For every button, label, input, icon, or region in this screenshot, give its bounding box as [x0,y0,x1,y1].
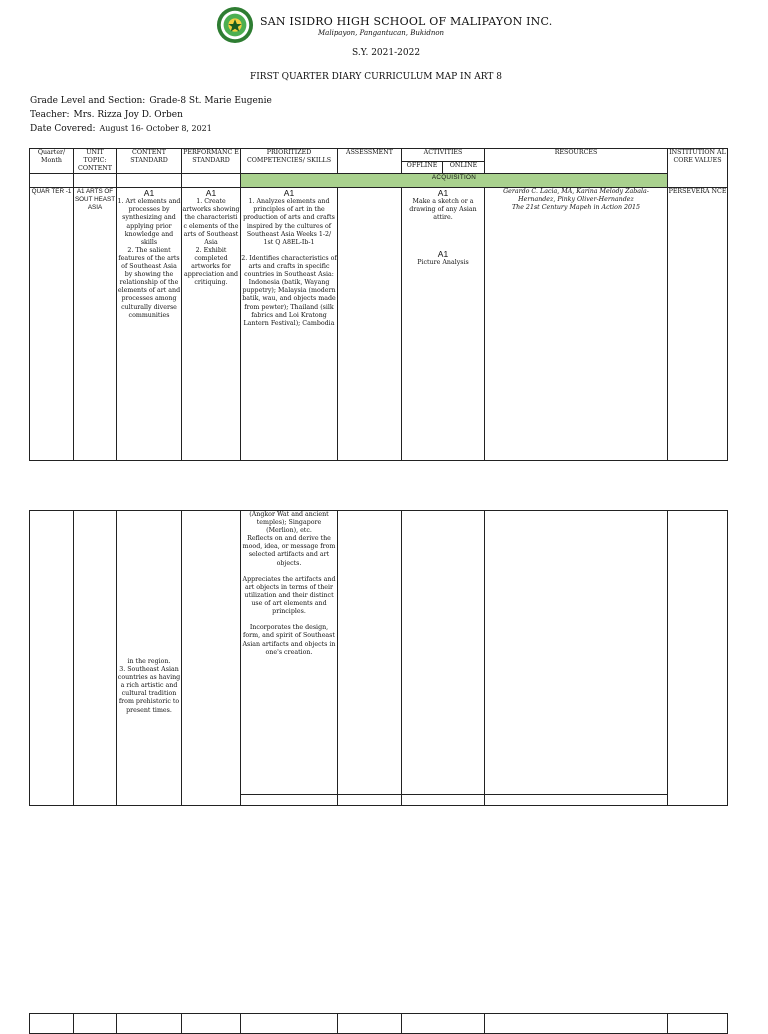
grade-value: Grade-8 St. Marie Eugenie [149,96,272,106]
header-assessment: ASSESSMENT [338,149,402,174]
content-a1-label: A1 [143,188,155,199]
quarter-cell: QUAR TER -1 [30,188,74,461]
blank-cell [338,511,402,795]
header-resources: RESOURCES [485,149,668,174]
performance-standard-cell [182,188,241,461]
blank-cell [402,795,485,806]
header-competencies: PRIORITIZED COMPETENCIES/ SKILLS [241,149,338,174]
competencies-cell [241,188,338,461]
performance-a1-label: A1 [205,188,217,199]
competencies-text: 1. Analyzes elements and principles of art in the production of arts and crafts inspired by the cultures of Southeast Asia Weeks 1-2/ 1st Q A8EL-Ib-1 2. Identifies characteristics of arts and crafts in specific countries in Southeast Asia: Indonesia (batik, Wayang puppetry); Malaysia (modern batik, wau, and objects made from pewter); Thailand (silk fabrics and Loi Kratong Lantern Festival); Cambodia [241,198,337,327]
content-standard-text: 1. Art elements and processes by synthesizing and applying prior knowledge and skills 2. The salient features of the arts of Southeast Asia by showing the relationship of the elements of art and processes among culturally diverse communities [117,198,181,319]
content-standard-cont-cell [117,511,182,806]
resources-book: The 21st Century Mapeh in Action 2015 [511,204,641,212]
blank-cell [30,511,74,806]
competencies-cont-cell [241,511,338,795]
school-address: Malipayon, Pangantucan, Bukidnon [318,29,445,37]
resources-cell [485,188,668,461]
activity-sketch-text: Make a sketch or a drawing of any Asian attire. [409,198,477,222]
grade-level-line [30,96,272,106]
blank-cell [74,174,117,188]
header-content-standard: CONTENT STANDARD [117,149,182,174]
activity-a1-label-bottom: A1 [437,248,449,259]
blank-cell [74,511,117,806]
teacher-value: Mrs. Rizza Joy D. Orben [73,110,183,120]
competencies-a1-label: A1 [283,188,295,199]
blank-cell [668,511,728,806]
school-name: SAN ISIDRO HIGH SCHOOL OF MALIPAYON INC. [260,15,553,28]
assessment-cell [338,188,402,461]
blank-cell [117,174,182,188]
header-offline: OFFLINE [402,162,443,174]
date-line [30,124,212,134]
unit-topic-cell: A1 ARTS OF SOUT HEAST ASIA [74,188,117,461]
activity-a1-label-top: A1 [437,188,449,199]
institution-values-cell: PERSEVERA NCE [668,188,728,461]
activities-cell [402,188,485,461]
header-performance-standard: PERFORMANC E STANDARD [182,149,241,174]
resources-authors: Gerardo C. Lacia, MA, Karina Melody Zabala-Hernandez, Pinky Oliver-Hernandez [503,188,649,204]
date-label: Date Covered: [30,124,96,134]
header-online: ONLINE [443,162,485,174]
school-year: S.Y. 2021-2022 [352,48,421,58]
date-value: August 16- October 8, 2021 [99,124,212,133]
document-title: FIRST QUARTER DIARY CURRICULUM MAP IN ART 8 [250,72,503,82]
curriculum-table-1 [29,148,728,461]
blank-cell [182,511,241,806]
header-institution: INSTITUTION AL CORE VALUES [668,149,728,188]
grade-label: Grade Level and Section: [30,96,146,106]
header-unit: UNIT TOPIC: CONTENT [74,149,117,174]
blank-cell [241,795,338,806]
blank-cell [338,795,402,806]
blank-cell [182,174,241,188]
blank-cell [30,174,74,188]
school-logo [216,6,254,44]
blank-cell [485,511,668,795]
content-standard-cell [117,188,182,461]
acquisition-banner: ACQUISITION [241,174,668,188]
header-activities: ACTIVITIES [402,149,485,162]
performance-standard-text: 1. Create artworks showing the characteristi c elements of the arts of Southeast Asia 2. Exhibit completed artworks for appreciation and critiquing. [182,198,240,287]
curriculum-table-2 [29,510,728,806]
content-standard-cont-text: in the region. 3. Southeast Asian countries as having a rich artistic and cultural tradition from prehistoric to present times. [117,658,181,714]
blank-cell [485,795,668,806]
teacher-line [30,110,183,120]
activity-picture-analysis: Picture Analysis [417,258,469,266]
blank-cell [402,511,485,795]
teacher-label: Teacher: [30,110,70,120]
competencies-cont-text: (Angkor Wat and ancient temples); Singapore (Merlion), etc. Reflects on and derive the mood, idea, or message from selected artifacts and art objects. Appreciates the artifacts and art objects in terms of their utilization and their distinct use of art elements and principles. Incorporates the design, form, and spirit of Southeast Asian artifacts and objects in one's creation. [242,511,336,656]
header-quarter: Quarter/ Month [30,149,74,174]
